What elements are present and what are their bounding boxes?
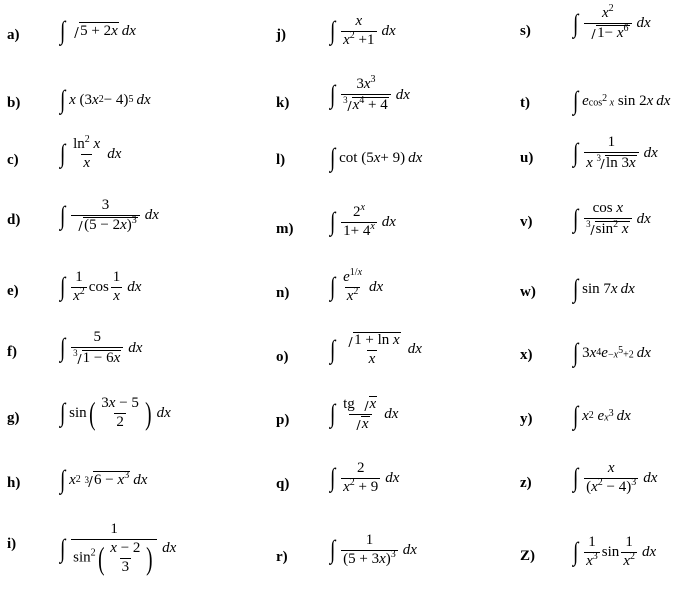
integral-o: ∫ $\frac{\text{1 + ln x}}{x}$ dx bbox=[330, 332, 422, 367]
label-c: c) bbox=[7, 152, 19, 168]
label-k: k) bbox=[276, 95, 290, 111]
label-f: f) bbox=[7, 344, 17, 360]
integral-r: ∫ $\frac{1}{(5 + 3x)^3}$ dx bbox=[330, 532, 417, 567]
integral-z: ∫ $\frac{x}{(x^2 - 4)^3}$ dx bbox=[573, 460, 658, 495]
label-g: g) bbox=[7, 410, 20, 426]
label-w: w) bbox=[520, 284, 536, 300]
integral-p: ∫ $\frac{\text{tg x}}{x}$ dx bbox=[330, 396, 399, 432]
label-p: p) bbox=[276, 412, 290, 428]
label-l: l) bbox=[276, 152, 286, 168]
label-e: e) bbox=[7, 283, 19, 299]
label-h: h) bbox=[7, 475, 21, 491]
integral-t: ∫ e $\cos^2 x$ sin 2 x dx bbox=[573, 86, 671, 115]
integral-c: ∫ $\frac{\ln^2 x}{x}$ dx bbox=[60, 134, 122, 171]
integral-s: ∫ $\frac{x^2}{1- x^6}$ dx bbox=[573, 3, 651, 41]
label-n: n) bbox=[276, 285, 290, 301]
integral-Z: ∫ $\frac{1}{x^3}$ sin $\frac{1}{x^2}$ dx bbox=[573, 534, 657, 569]
label-b: b) bbox=[7, 95, 21, 111]
integral-i: ∫ 1 $\sin^2$( $\frac{x - 2}{3}$ ) dx bbox=[60, 521, 177, 576]
label-o: o) bbox=[276, 349, 289, 365]
label-v: v) bbox=[520, 214, 533, 230]
label-s: s) bbox=[520, 23, 531, 39]
integral-v: ∫ $\frac{\text{cos x}}{^3 \sin^2 x}$ dx bbox=[573, 200, 651, 237]
label-y: y) bbox=[520, 411, 533, 427]
integral-q: ∫ $\frac{2}{x^2 + 9}$ dx bbox=[330, 460, 400, 495]
label-r: r) bbox=[276, 549, 288, 565]
integral-l: ∫ cot (5 x + 9) dx bbox=[330, 143, 423, 172]
integral-x: ∫ 3 x 4 e $-x^5+2$ dx bbox=[573, 338, 651, 367]
label-t: t) bbox=[520, 95, 530, 111]
integral-sign-icon: ∫ bbox=[60, 16, 66, 45]
label-q: q) bbox=[276, 476, 290, 492]
integral-h: ∫ x 2 3 $6 - x^3$ dx bbox=[60, 465, 148, 494]
label-Z: Z) bbox=[520, 548, 535, 564]
integral-k: ∫ $\frac{3x^3}{^3 x^4 + 4}$ dx bbox=[330, 74, 410, 113]
label-z: z) bbox=[520, 475, 532, 491]
integral-j: ∫ $\frac{x}{x^2 +1}$ dx bbox=[330, 13, 396, 48]
integral-y: ∫ x 2 e $x^3$ dx bbox=[573, 401, 631, 430]
integral-u: ∫ $\frac{1}{x ^3 \ln 3x}$ dx bbox=[573, 134, 658, 171]
label-m: m) bbox=[276, 221, 294, 237]
label-d: d) bbox=[7, 212, 21, 228]
label-x: x) bbox=[520, 347, 533, 363]
integral-f: ∫ $\frac{5}{^3 1 - 6x}$ dx bbox=[60, 329, 143, 366]
integral-b: ∫ x (3 x 2 − 4) 5 dx bbox=[60, 85, 151, 114]
label-a: a) bbox=[7, 27, 20, 43]
integral-e: ∫ $\frac{1}{x^2}$ cos $\frac{1}{x}$ dx bbox=[60, 269, 142, 304]
integral-w: ∫ sin 7 x dx bbox=[573, 274, 635, 303]
integral-g: ∫ sin ( $\frac{3x - 5}{2}$ ) dx bbox=[60, 395, 171, 432]
label-j: j) bbox=[276, 27, 286, 43]
integral-m: ∫ $\frac{2^x}{1+ 4^x}$ dx bbox=[330, 202, 396, 239]
integral-a: ∫ 5 + 2x dx bbox=[60, 16, 136, 45]
label-u: u) bbox=[520, 150, 534, 166]
integral-d: ∫ $\frac{3}{(5 - 2x)^3}$ dx bbox=[60, 197, 159, 233]
integral-n: ∫ $\frac{e^{1/x}}{x^2}$ dx bbox=[330, 267, 384, 304]
label-i: i) bbox=[7, 536, 17, 552]
